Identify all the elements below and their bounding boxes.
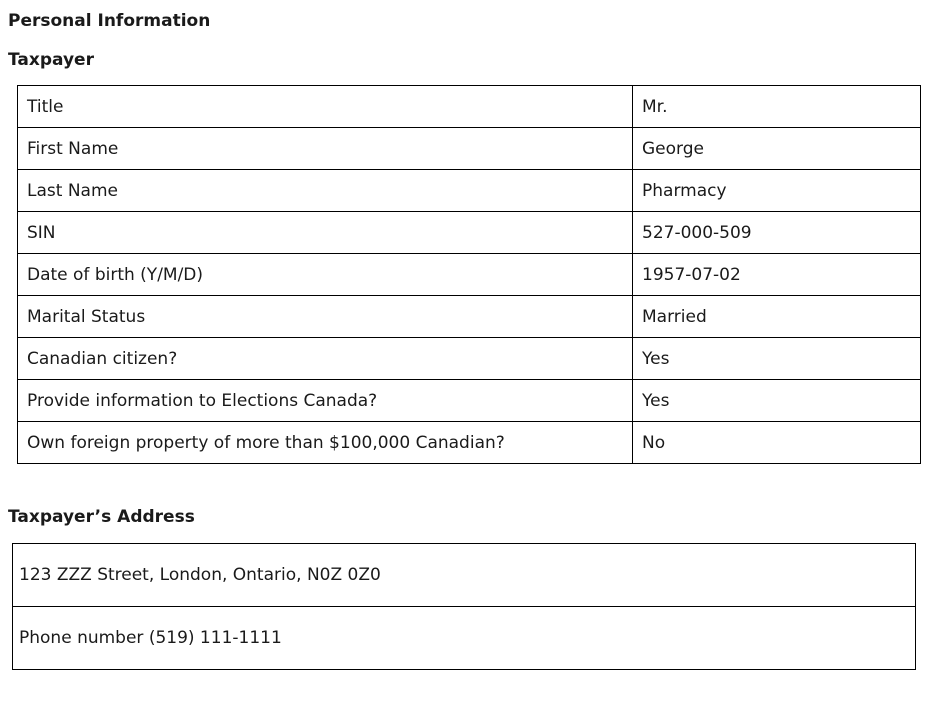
row-value-date-of-birth: 1957-07-02 — [633, 254, 921, 296]
row-label-first-name: First Name — [18, 128, 633, 170]
row-label-foreign-property: Own foreign property of more than $100,000 Canadian? — [18, 422, 633, 464]
row-label-date-of-birth: Date of birth (Y/M/D) — [18, 254, 633, 296]
address-street: 123 ZZZ Street, London, Ontario, N0Z 0Z0 — [13, 544, 916, 607]
address-phone: Phone number (519) 111-1111 — [13, 607, 916, 670]
table-row — [18, 86, 921, 128]
table-row — [18, 128, 921, 170]
section-title-taxpayer: Taxpayer — [8, 50, 94, 70]
table-row — [18, 254, 921, 296]
section-title-taxpayer-address: Taxpayer’s Address — [8, 507, 195, 527]
section-title-personal-information: Personal Information — [8, 11, 211, 31]
row-value-sin: 527-000-509 — [633, 212, 921, 254]
row-value-first-name: George — [633, 128, 921, 170]
table-row — [18, 212, 921, 254]
row-label-last-name: Last Name — [18, 170, 633, 212]
row-value-marital-status: Married — [633, 296, 921, 338]
table-row — [18, 380, 921, 422]
row-label-marital-status: Marital Status — [18, 296, 633, 338]
row-label-title: Title — [18, 86, 633, 128]
taxpayer-table — [17, 85, 921, 464]
table-row — [13, 607, 916, 670]
table-row — [13, 544, 916, 607]
table-row — [18, 422, 921, 464]
table-row — [18, 338, 921, 380]
row-value-foreign-property: No — [633, 422, 921, 464]
table-row — [18, 170, 921, 212]
row-label-sin: SIN — [18, 212, 633, 254]
row-value-title: Mr. — [633, 86, 921, 128]
row-value-canadian-citizen: Yes — [633, 338, 921, 380]
row-label-elections-canada: Provide information to Elections Canada? — [18, 380, 633, 422]
row-value-last-name: Pharmacy — [633, 170, 921, 212]
row-value-elections-canada: Yes — [633, 380, 921, 422]
address-table — [12, 543, 916, 670]
row-label-canadian-citizen: Canadian citizen? — [18, 338, 633, 380]
table-row — [18, 296, 921, 338]
